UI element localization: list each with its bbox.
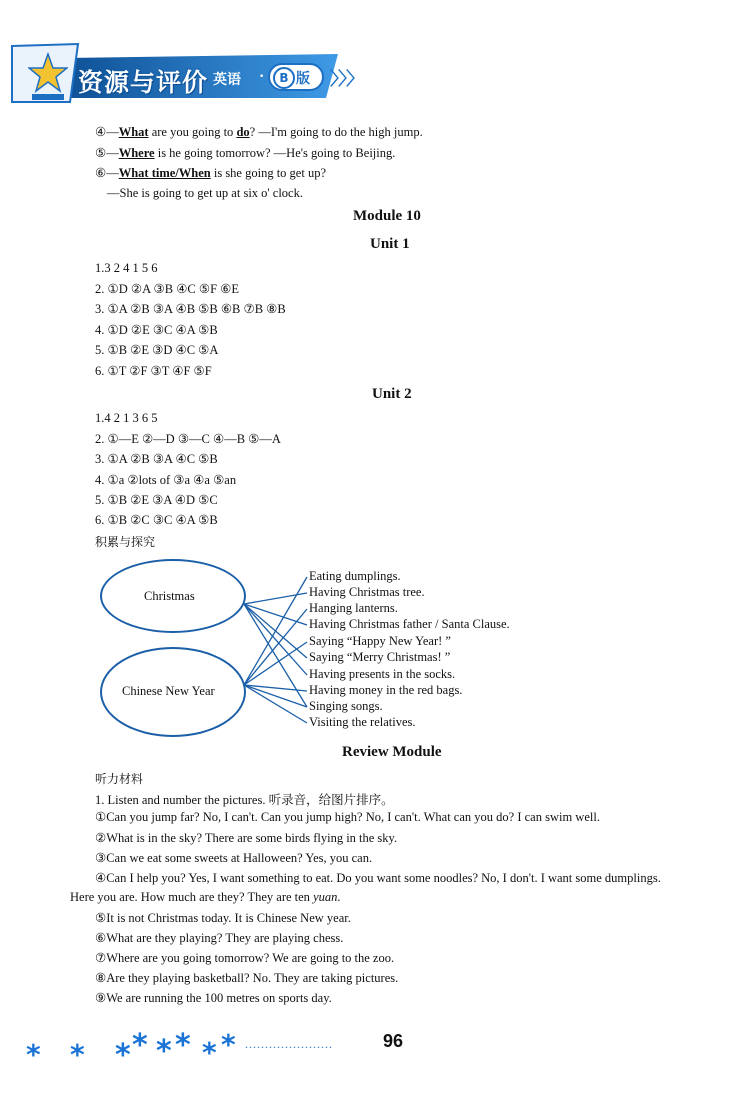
answer-text: ? —I'm going to do the high jump. bbox=[249, 125, 423, 139]
listening-text: Here you are. How much are they? They are ten bbox=[70, 890, 314, 904]
listening-item: ②What is in the sky? There are some birds flying in the sky. bbox=[95, 831, 398, 845]
activity-item: Visiting the relatives. bbox=[309, 715, 416, 729]
listening-item: ①Can you jump far? No, I can't. Can you jump high? No, I can't. What can you do? I can swim well. bbox=[95, 810, 600, 824]
answer-prefix: ⑤— bbox=[95, 146, 119, 160]
unit1-answer-row: 3. ①A ②B ③A ④B ⑤B ⑥B ⑦B ⑧B bbox=[95, 302, 286, 316]
listening-item-cont bbox=[70, 890, 341, 905]
listening-item: ⑥What are they playing? They are playing chess. bbox=[95, 931, 344, 945]
answer-text: are you going to bbox=[148, 125, 237, 139]
star-icon: * bbox=[70, 1038, 85, 1071]
unit1-answer-row: 4. ①D ②E ③C ④A ⑤B bbox=[95, 323, 218, 337]
leader-dots: ...................... bbox=[245, 1037, 333, 1051]
star-icon: * bbox=[132, 1028, 148, 1063]
star-icon: * bbox=[221, 1028, 236, 1061]
answer-word: What time/When bbox=[118, 166, 211, 180]
activity-item: Singing songs. bbox=[309, 699, 383, 713]
answer-prefix: ④— bbox=[95, 125, 119, 139]
matching-line bbox=[244, 577, 307, 685]
edition-suffix: 版 bbox=[296, 71, 310, 87]
answer-line-6-cont: —She is going to get up at six o' clock. bbox=[107, 186, 303, 200]
star-icon: * bbox=[115, 1038, 131, 1073]
page-number: 96 bbox=[383, 1031, 404, 1051]
listening-item: ⑨We are running the 100 metres on sports day. bbox=[95, 991, 332, 1005]
review-module-title: Review Module bbox=[342, 744, 442, 760]
activity-item: Saying “Merry Christmas! ” bbox=[309, 650, 451, 664]
unit1-answer-row: 5. ①B ②E ③D ④C ⑤A bbox=[95, 343, 219, 357]
unit2-answer-row: 4. ①a ②lots of ③a ④a ⑤an bbox=[95, 473, 237, 487]
explore-section-label: 积累与探究 bbox=[95, 535, 156, 549]
listening-text: . bbox=[337, 890, 341, 904]
matching-line bbox=[244, 593, 307, 604]
unit2-answer-row: 6. ①B ②C ③C ④A ⑤B bbox=[95, 513, 218, 527]
activity-item: Saying “Happy New Year! ” bbox=[309, 634, 451, 648]
unit2-answer-row: 2. ①—E ②—D ③—C ④—B ⑤—A bbox=[95, 432, 281, 446]
listening-material-label: 听力材料 bbox=[95, 772, 144, 786]
listening-item: ⑧Are they playing basketball? No. They are taking pictures. bbox=[95, 971, 399, 985]
unit-1-title: Unit 1 bbox=[370, 236, 410, 252]
answer-word: What bbox=[118, 125, 149, 139]
listening-item: ④Can I help you? Yes, I want something to eat. Do you want some noodles? No, I don't. I want some dumplings. bbox=[95, 871, 661, 885]
answer-text: is she going to get up? bbox=[210, 166, 326, 180]
activity-item: Having money in the red bags. bbox=[309, 683, 463, 697]
unit-2-title: Unit 2 bbox=[372, 386, 412, 402]
star-icon: * bbox=[156, 1034, 172, 1069]
chevron-right-icon: 〉〉〉 bbox=[330, 69, 363, 90]
activity-item: Having Christmas tree. bbox=[309, 585, 425, 599]
module-title: Module 10 bbox=[353, 208, 421, 224]
subject-label: 英语 bbox=[213, 72, 241, 88]
activity-item: Hanging lanterns. bbox=[309, 601, 398, 615]
unit1-answer-row: 6. ①T ②F ③T ④F ⑤F bbox=[95, 364, 212, 378]
listening-item: ⑤It is not Christmas today. It is Chinese New year. bbox=[95, 911, 351, 925]
title-separator: · bbox=[259, 68, 265, 85]
chinese-new-year-label: Chinese New Year bbox=[122, 684, 215, 698]
edition-letter: B bbox=[273, 67, 295, 89]
activity-item: Having Christmas father / Santa Clause. bbox=[309, 617, 510, 631]
star-icon: * bbox=[202, 1036, 217, 1069]
activity-item: Having presents in the socks. bbox=[309, 667, 456, 681]
unit2-answer-row: 5. ①B ②E ③A ④D ⑤C bbox=[95, 493, 218, 507]
star-icon: * bbox=[26, 1038, 41, 1071]
listening-italic-word: yuan bbox=[313, 890, 338, 904]
listening-item: ③Can we eat some sweets at Halloween? Yes, you can. bbox=[95, 851, 373, 865]
answer-word: Where bbox=[118, 146, 155, 160]
star-icon: * bbox=[175, 1028, 191, 1063]
answer-prefix: ⑥— bbox=[95, 166, 119, 180]
unit1-answer-row: 2. ①D ②A ③B ④C ⑤F ⑥E bbox=[95, 282, 239, 296]
activity-item: Eating dumplings. bbox=[309, 569, 401, 583]
answer-text: is he going tomorrow? —He's going to Beijing. bbox=[154, 146, 396, 160]
book-title: 资源与评价 bbox=[78, 68, 209, 97]
unit2-answer-row: 3. ①A ②B ③A ④C ⑤B bbox=[95, 452, 218, 466]
unit1-answer-row: 1.3 2 4 1 5 6 bbox=[95, 261, 158, 275]
christmas-label: Christmas bbox=[144, 589, 195, 603]
answer-word: do bbox=[236, 125, 250, 139]
listening-instruction: 1. Listen and number the pictures. 听录音，给图片排序。 bbox=[95, 793, 394, 807]
unit2-answer-row: 1.4 2 1 3 6 5 bbox=[95, 411, 158, 425]
listening-item: ⑦Where are you going tomorrow? We are going to the zoo. bbox=[95, 951, 395, 965]
